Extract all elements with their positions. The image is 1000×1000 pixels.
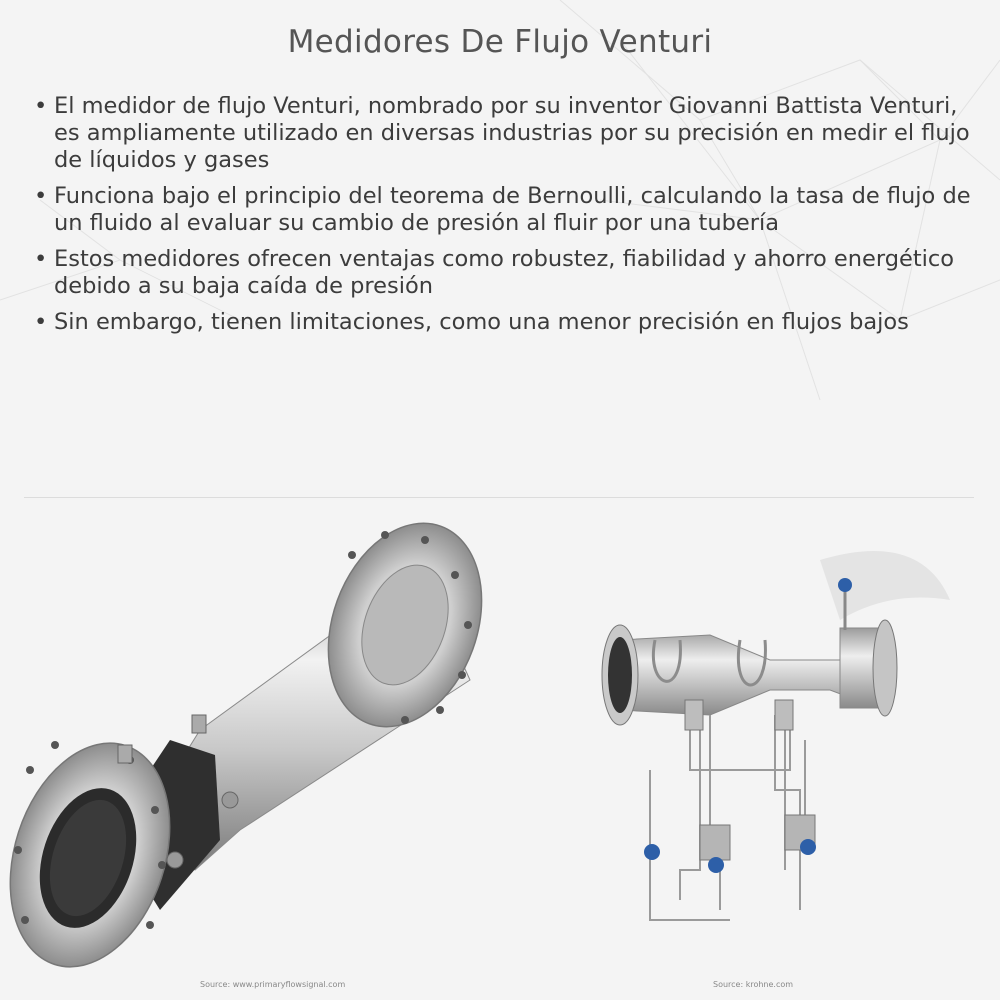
bullet-item: • Funciona bajo el principio del teorema de Bernoulli, calculando la tasa de flujo de un fluido al evaluar su cambio de presión al fluir por una tubería [32,183,972,237]
image-source-left: Source: www.primaryflowsignal.com [200,980,346,989]
bullet-item: • Estos medidores ofrecen ventajas como robustez, fiabilidad y ahorro energético debido a su baja caída de presión [32,246,972,300]
page-title: Medidores De Flujo Venturi [287,24,713,60]
image-source-right: Source: krohne.com [713,980,794,989]
venturi-tube-image [0,510,500,990]
bullet-list [32,93,972,345]
venturi-meter-assembly-image [590,540,995,940]
section-divider [24,497,974,498]
bullet-item: • Sin embargo, tienen limitaciones, como una menor precisión en flujos bajos [32,309,972,336]
bullet-item: • El medidor de flujo Venturi, nombrado por su inventor Giovanni Battista Venturi, es ampliamente utilizado en diversas industrias por su precisión en medir el flujo de líquidos y gases [32,93,972,174]
